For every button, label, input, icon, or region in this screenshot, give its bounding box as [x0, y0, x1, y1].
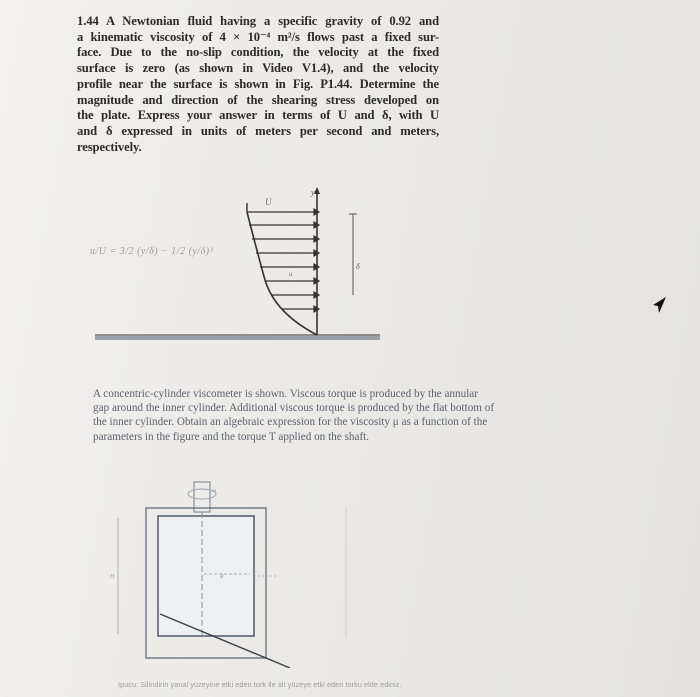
inner-cylinder — [158, 516, 254, 636]
fixed-plate — [95, 336, 380, 340]
mouse-pointer-icon — [651, 295, 667, 315]
problem-1-44-text — [77, 14, 439, 155]
problem-line: a kinematic viscosity of 4 × 10⁻⁴ m²/s flows past a fixed sur- — [77, 29, 439, 44]
figure-p1-44-velocity-profile — [85, 185, 395, 355]
y-axis-label: y — [311, 188, 315, 197]
problem-line: the plate. Express your answer in terms of U and δ, with U — [77, 108, 439, 123]
hint-caption: Ipucu: Silindirin yanal yüzeyine etki eden tork ile alt yüzeye etki eden torku elde ediniz. — [118, 680, 402, 689]
problem-line: face. Due to the no-slip condition, the velocity at the fixed — [77, 45, 439, 60]
viscometer-problem-text — [93, 387, 633, 444]
problem-line: gap around the inner cylinder. Additional viscous torque is produced by the flat bottom of — [93, 402, 495, 415]
radius-label: R — [220, 574, 224, 580]
problem-line: surface is zero (as shown in Video V1.4), and the velocity — [77, 61, 439, 76]
velocity-profile-equation: u/U = 3/2 (y/δ) − 1/2 (y/δ)³ — [90, 246, 214, 257]
velocity-arrows — [247, 209, 319, 312]
local-velocity-label: u — [289, 270, 293, 278]
problem-line: A concentric-cylinder viscometer is shown. Viscous torque is produced by the annular — [93, 388, 478, 400]
free-stream-label: U — [265, 197, 272, 207]
problem-line: parameters in the figure and the torque T applied on the shaft. — [93, 430, 370, 443]
problem-line: magnitude and direction of the shearing stress developed on — [77, 92, 439, 107]
problem-line: respectively. — [77, 139, 142, 154]
problem-line: the inner cylinder. Obtain an algebraic expression for the viscosity μ as a function of the — [93, 416, 488, 429]
delta-label: δ — [356, 262, 360, 271]
figure-viscometer — [100, 478, 410, 668]
problem-line: and δ expressed in units of meters per second and meters, — [77, 123, 439, 138]
omega-label: ω — [212, 488, 216, 494]
problem-line: 1.44 A Newtonian fluid having a specific gravity of 0.92 and — [77, 14, 439, 28]
height-label: H — [110, 574, 115, 580]
velocity-profile-curve — [247, 212, 317, 335]
problem-line: profile near the surface is shown in Fig. P1.44. Determine the — [77, 76, 439, 91]
